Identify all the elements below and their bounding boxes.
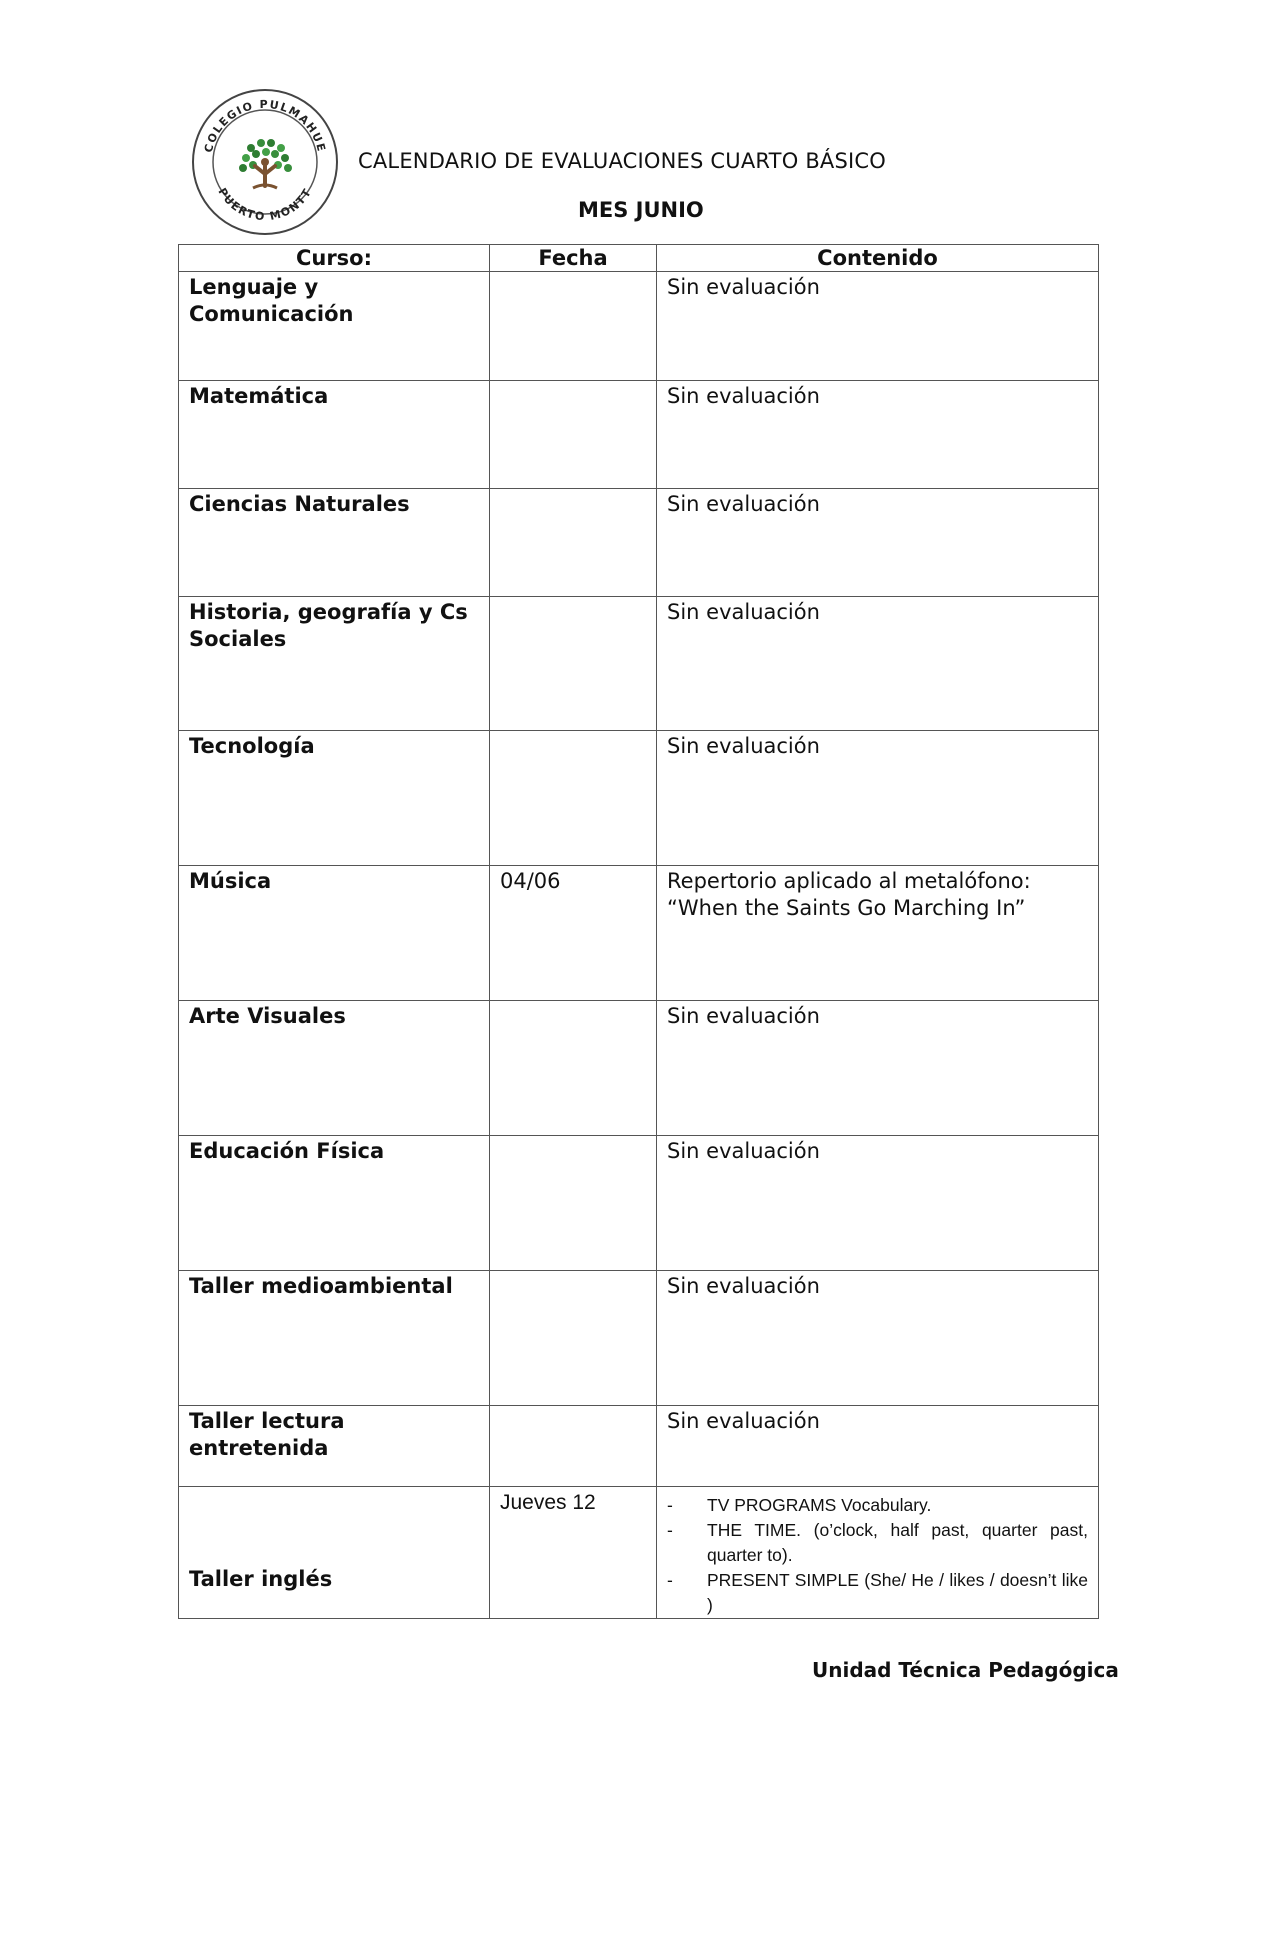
date-cell [490, 1001, 657, 1136]
content-cell: Sin evaluación [657, 272, 1099, 381]
date-cell: 04/06 [490, 866, 657, 1001]
subject-cell: Educación Física [179, 1136, 490, 1271]
list-item: - PRESENT SIMPLE (She/ He / likes / doesn’t like ) [667, 1568, 1088, 1618]
content-cell: Sin evaluación [657, 1001, 1099, 1136]
content-cell: Sin evaluación [657, 1136, 1099, 1271]
school-logo [191, 88, 339, 236]
column-header-fecha: Fecha [490, 245, 657, 272]
content-cell [657, 1487, 1099, 1619]
content-cell: Sin evaluación [657, 381, 1099, 489]
content-cell: Sin evaluación [657, 1271, 1099, 1406]
subject-cell: Tecnología [179, 731, 490, 866]
svg-text:PUERTO MONTT: PUERTO MONTT [215, 185, 315, 224]
table-row [179, 489, 1099, 597]
table-header-row [179, 245, 1099, 272]
subject-cell: Música [179, 866, 490, 1001]
table-row [179, 272, 1099, 381]
table-row [179, 1406, 1099, 1487]
subject-cell: Lenguaje y Comunicación [179, 272, 490, 381]
content-cell: Sin evaluación [657, 489, 1099, 597]
date-cell [490, 1271, 657, 1406]
date-cell [490, 1406, 657, 1487]
subject-cell: Taller inglés [179, 1487, 490, 1619]
content-cell: Sin evaluación [657, 731, 1099, 866]
english-topics-list [667, 1489, 1088, 1618]
date-cell [490, 489, 657, 597]
table-row [179, 1271, 1099, 1406]
column-header-curso: Curso: [179, 245, 490, 272]
table-row [179, 597, 1099, 731]
page-subtitle: MES JUNIO [578, 198, 704, 222]
subject-cell: Taller medioambiental [179, 1271, 490, 1406]
table-row-english [179, 1487, 1099, 1619]
table-row [179, 381, 1099, 489]
signature-footer: Unidad Técnica Pedagógica [812, 1658, 1119, 1682]
table-row [179, 866, 1099, 1001]
table-row [179, 731, 1099, 866]
date-cell [490, 381, 657, 489]
date-cell [490, 1136, 657, 1271]
subject-cell: Matemática [179, 381, 490, 489]
evaluation-table [178, 244, 1099, 1619]
date-cell [490, 597, 657, 731]
school-seal-icon [191, 88, 339, 236]
date-cell: Jueves 12 [490, 1487, 657, 1619]
page-title: CALENDARIO DE EVALUACIONES CUARTO BÁSICO [358, 149, 887, 173]
date-cell [490, 272, 657, 381]
table-row [179, 1001, 1099, 1136]
svg-text:COLEGIO PULMAHUE: COLEGIO PULMAHUE [201, 97, 329, 154]
content-cell: Sin evaluación [657, 597, 1099, 731]
content-cell: Repertorio aplicado al metalófono: “When the Saints Go Marching In” [657, 866, 1099, 1001]
date-cell [490, 731, 657, 866]
list-item: - THE TIME. (o’clock, half past, quarter past, quarter to). [667, 1518, 1088, 1568]
subject-cell: Historia, geografía y Cs Sociales [179, 597, 490, 731]
content-cell: Sin evaluación [657, 1406, 1099, 1487]
subject-cell: Taller lectura entretenida [179, 1406, 490, 1487]
list-item: - TV PROGRAMS Vocabulary. [667, 1493, 1088, 1518]
subject-cell: Arte Visuales [179, 1001, 490, 1136]
subject-cell: Ciencias Naturales [179, 489, 490, 597]
column-header-contenido: Contenido [657, 245, 1099, 272]
table-row [179, 1136, 1099, 1271]
